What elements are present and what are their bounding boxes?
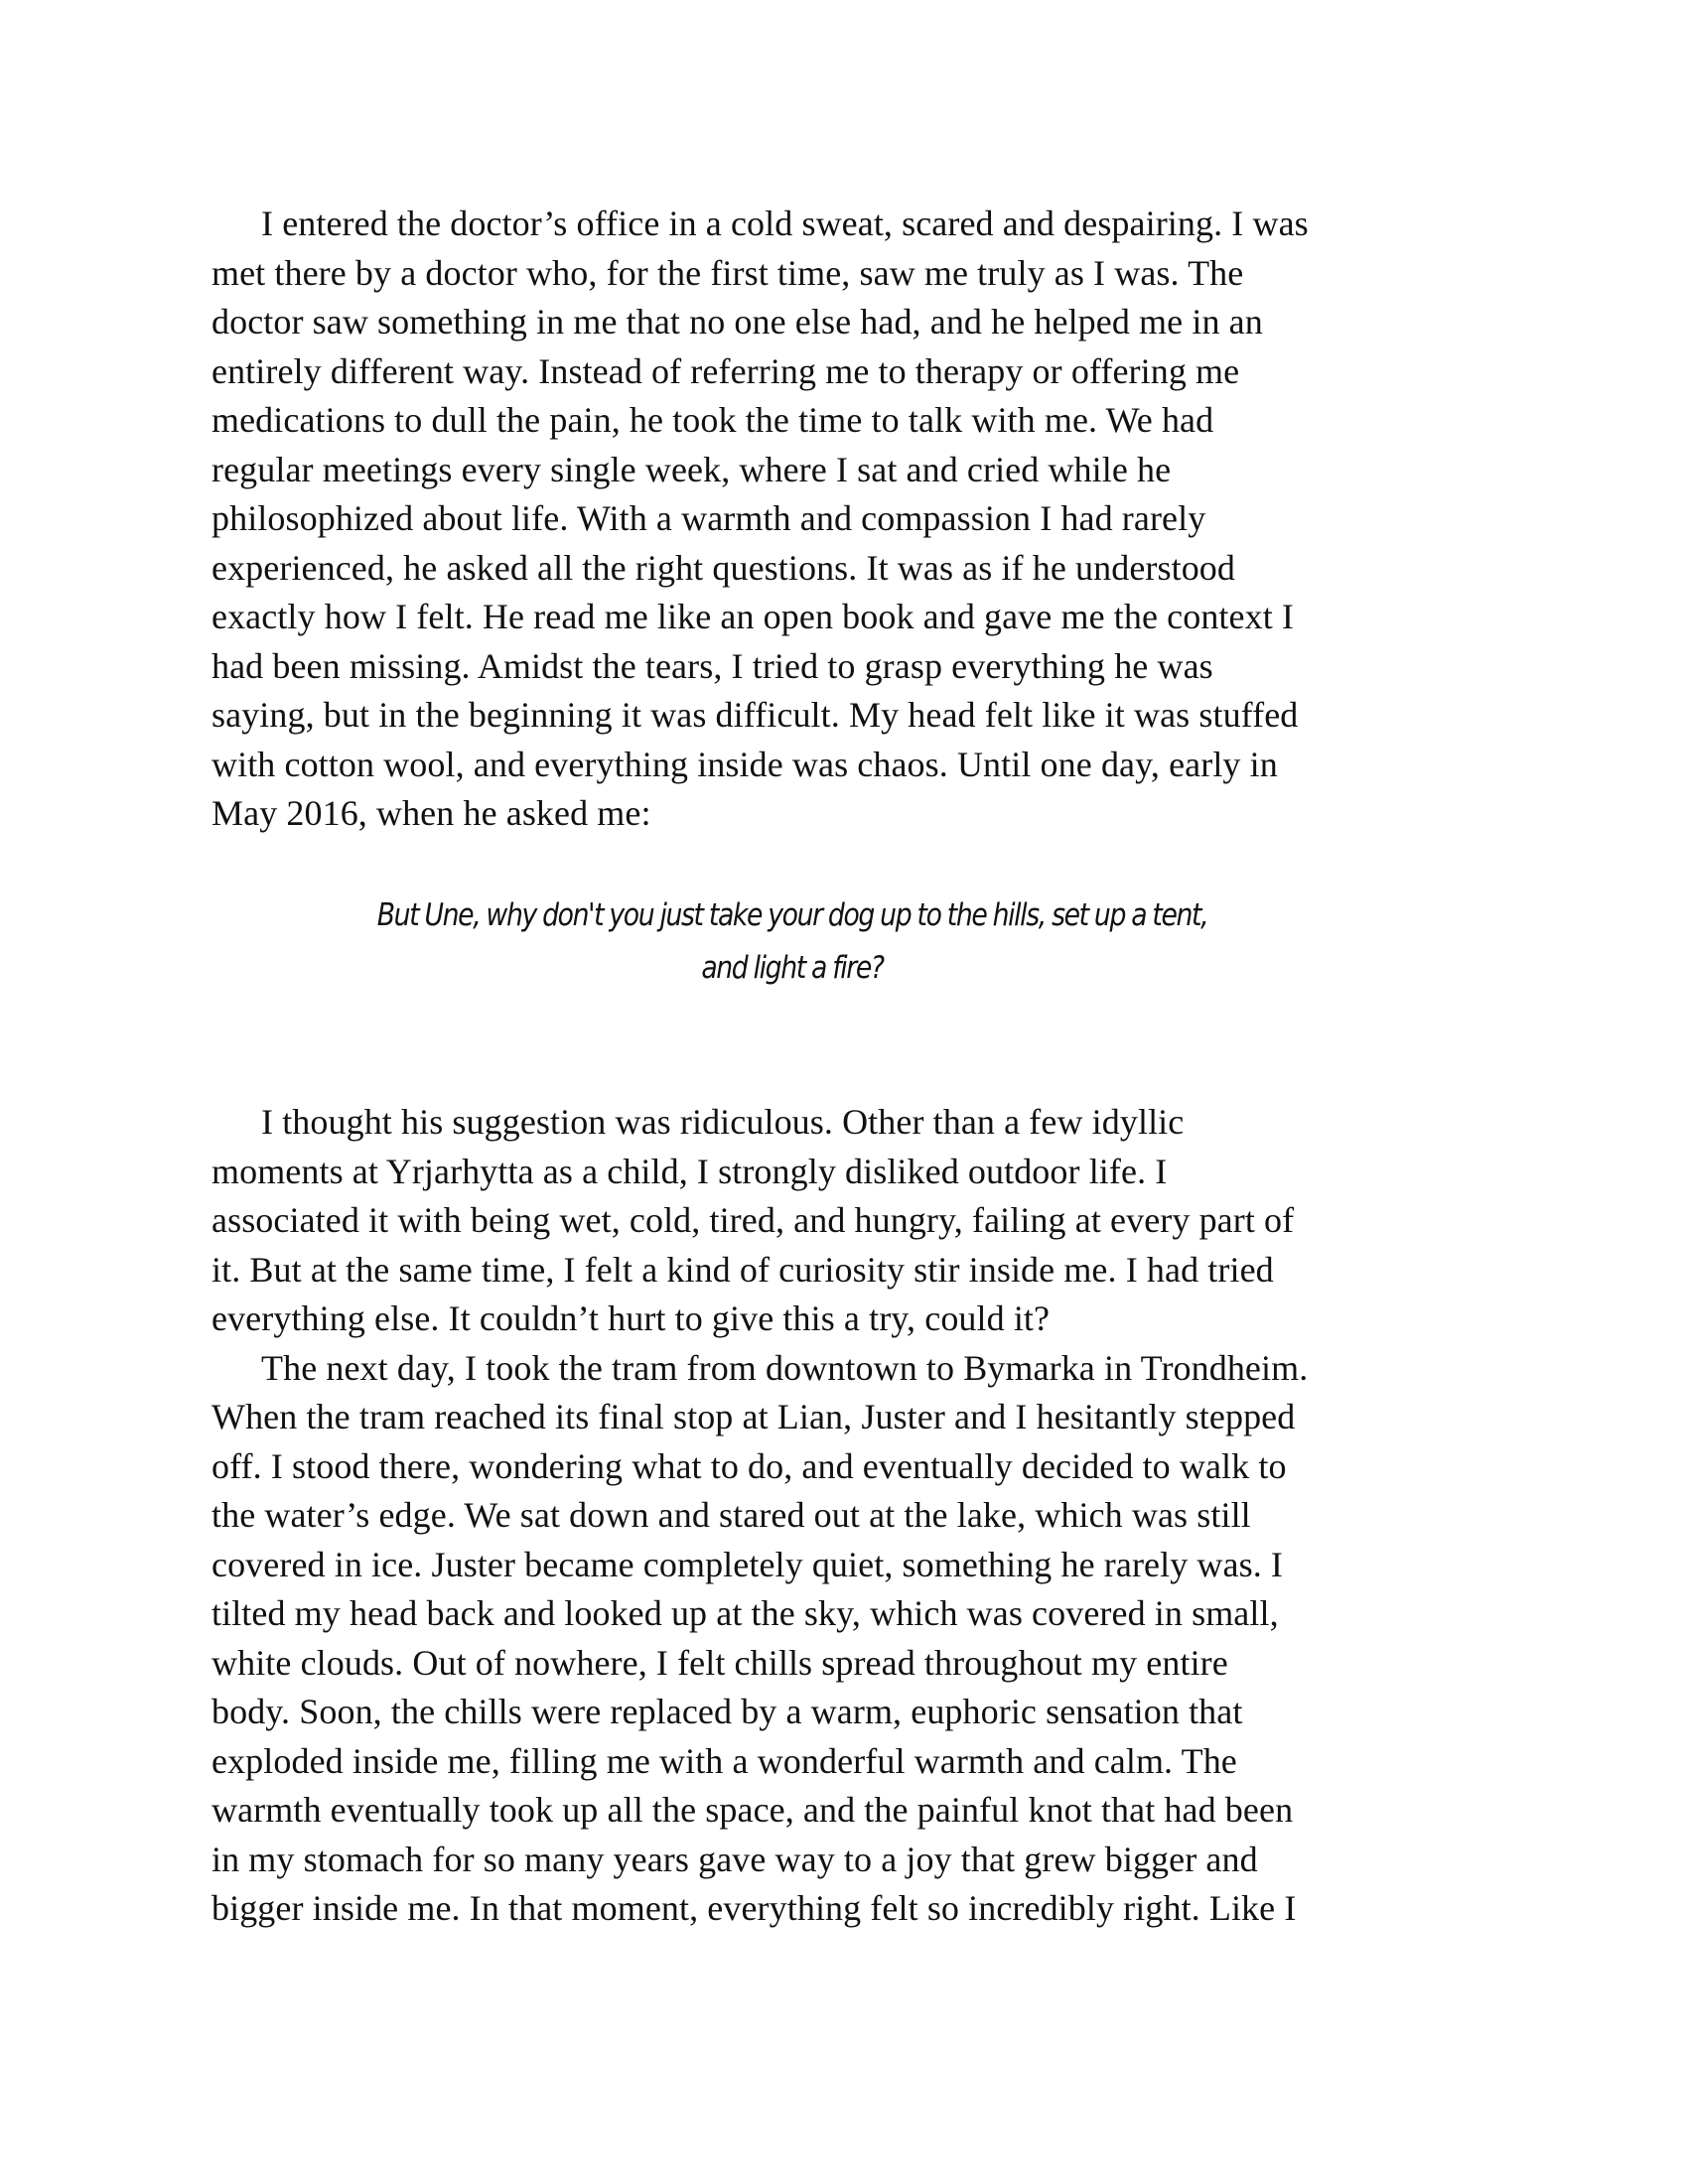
text-line: The next day, I took the tram from downtown to Bymarka in Trondheim. (261, 1347, 1309, 1388)
block-quote (293, 889, 1292, 995)
paragraph-reaction (211, 1098, 1473, 1934)
text-line: regular meetings every single week, where I sat and cried while he (211, 449, 1172, 489)
text-line: in my stomach for so many years gave way to a joy that grew bigger and (211, 1839, 1258, 1879)
text-line: covered in ice. Juster became completely quiet, something he rarely was. I (211, 1544, 1283, 1584)
text-line: doctor saw something in me that no one else had, and he helped me in an (211, 302, 1263, 341)
text-line: white clouds. Out of nowhere, I felt chills spread throughout my entire (211, 1642, 1228, 1683)
text-line: everything else. It couldn’t hurt to give this a try, could it? (211, 1298, 1051, 1338)
text-line: May 2016, when he asked me: (211, 793, 651, 833)
text-line: with cotton wool, and everything inside was chaos. Until one day, early in (211, 744, 1278, 784)
text-line: the water’s edge. We sat down and stared out at the lake, which was still (211, 1495, 1251, 1535)
text-line: exactly how I felt. He read me like an open book and gave me the context I (211, 597, 1294, 636)
text-line: I entered the doctor’s office in a cold sweat, scared and despairing. I was (261, 204, 1309, 243)
text-line: tilted my head back and looked up at the sky, which was covered in small, (211, 1593, 1279, 1633)
quote-line: and light a fire? (701, 950, 884, 986)
text-line: warmth eventually took up all the space, and the painful knot that had been (211, 1790, 1294, 1830)
text-line: off. I stood there, wondering what to do, and eventually decided to walk to (211, 1445, 1287, 1486)
text-line: medications to dull the pain, he took the time to talk with me. We had (211, 400, 1214, 440)
text-line: When the tram reached its final stop at Lian, Juster and I hesitantly stepped (211, 1397, 1296, 1436)
paragraph-doctor-visit (211, 200, 1473, 839)
text-line: body. Soon, the chills were replaced by a warm, euphoric sensation that (211, 1692, 1243, 1731)
text-line: associated it with being wet, cold, tired, and hungry, failing at every part of (211, 1200, 1295, 1240)
text-line: I thought his suggestion was ridiculous. Other than a few idyllic (261, 1102, 1185, 1142)
text-line: philosophized about life. With a warmth and compassion I had rarely (211, 498, 1206, 538)
text-line: experienced, he asked all the right questions. It was as if he understood (211, 547, 1235, 588)
text-line: entirely different way. Instead of referring me to therapy or offering me (211, 350, 1240, 391)
text-line: met there by a doctor who, for the first time, saw me truly as I was. The (211, 252, 1244, 293)
text-line: saying, but in the beginning it was difficult. My head felt like it was stuffed (211, 695, 1299, 735)
text-line: bigger inside me. In that moment, everything felt so incredibly right. Like I (211, 1888, 1297, 1928)
text-line: moments at Yrjarhytta as a child, I strongly disliked outdoor life. I (211, 1151, 1168, 1191)
text-line: exploded inside me, filling me with a wonderful warmth and calm. The (211, 1740, 1237, 1781)
quote-line: But Une, why don't you just take your dog up to the hills, set up a tent, (376, 897, 1208, 933)
text-line: it. But at the same time, I felt a kind of curiosity stir inside me. I had tried (211, 1249, 1274, 1290)
text-line: had been missing. Amidst the tears, I tried to grasp everything he was (211, 645, 1213, 686)
